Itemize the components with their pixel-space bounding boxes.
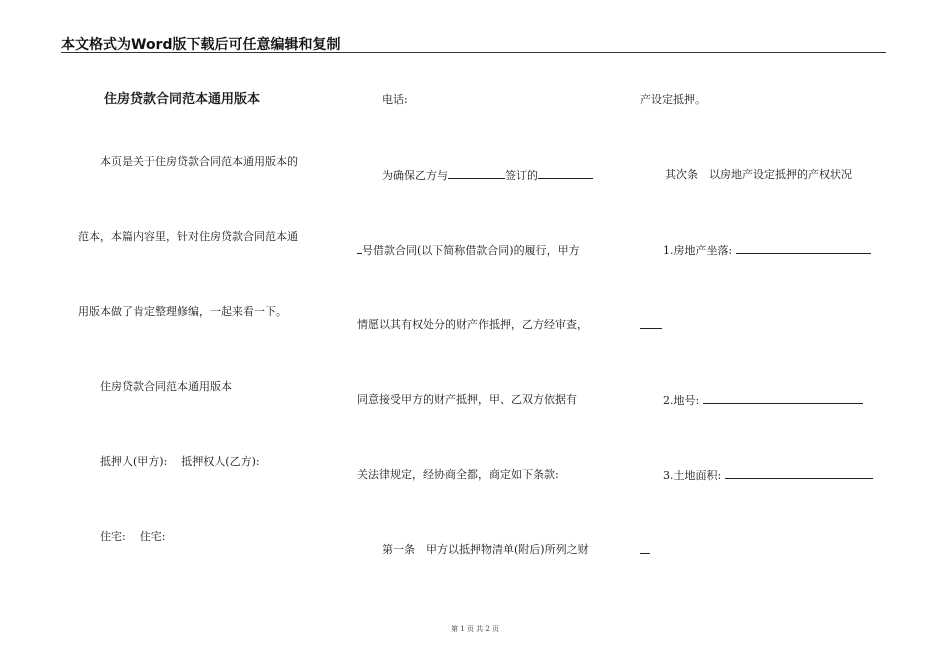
lot-number-label: 2.地号:	[663, 394, 700, 407]
col1-paragraph-line: 用版本做了肯定整理修编，一起来看一下。	[78, 305, 287, 318]
land-area-label: 3.土地面积:	[663, 469, 722, 482]
col1-paragraph-line: 范本，本篇内容里，针对住房贷款合同范本通	[78, 230, 298, 243]
land-area-field	[663, 468, 873, 483]
property-location-field	[663, 243, 871, 258]
blank-underline	[736, 243, 871, 254]
blank-underline	[640, 543, 650, 554]
residence-label: 住宅: 住宅:	[100, 530, 166, 543]
col2-text: 号借款合同(以下简称借款合同)的履行，甲方	[362, 244, 580, 257]
col2-paragraph-line: 同意接受甲方的财产抵押，甲、乙双方依据有	[357, 393, 577, 406]
blank-underline	[725, 468, 873, 479]
phone-label: 电话:	[382, 93, 408, 106]
col1-subtitle: 住房贷款合同范本通用版本	[100, 380, 232, 393]
blank-underline	[640, 318, 662, 329]
article-one-line: 第一条 甲方以抵押物清单(附后)所列之财	[382, 543, 589, 556]
blank-underline	[448, 168, 505, 179]
article-two-line: 其次条 以房地产设定抵押的产权状况	[665, 168, 852, 181]
col2-paragraph-line: 情愿以其有权处分的财产作抵押，乙方经审查，	[357, 318, 588, 331]
col3-line	[640, 543, 650, 558]
col2-line	[357, 243, 580, 258]
page-number: 第 1 页 共 2 页	[450, 625, 500, 633]
col2-text: 为确保乙方与	[382, 169, 448, 182]
col3-paragraph-line: 产设定抵押。	[640, 93, 706, 106]
property-location-label: 1.房地产坐落:	[663, 244, 733, 257]
blank-underline	[538, 168, 593, 179]
col2-line	[382, 168, 593, 183]
col3-line	[640, 318, 662, 333]
document-title: 住房贷款合同范本通用版本	[104, 92, 261, 107]
col2-text: 签订的	[505, 169, 538, 182]
mortgagor-mortgagee-label: 抵押人(甲方): 抵押权人(乙方):	[100, 455, 260, 468]
col1-paragraph-line: 本页是关于住房贷款合同范本通用版本的	[100, 155, 298, 168]
page-banner: 本文格式为Word版下载后可任意编辑和复制	[61, 37, 341, 53]
col2-paragraph-line: 关法律规定，经协商全都，商定如下条款:	[357, 468, 559, 481]
banner-divider	[61, 52, 886, 53]
blank-underline	[703, 393, 863, 404]
lot-number-field	[663, 393, 863, 408]
